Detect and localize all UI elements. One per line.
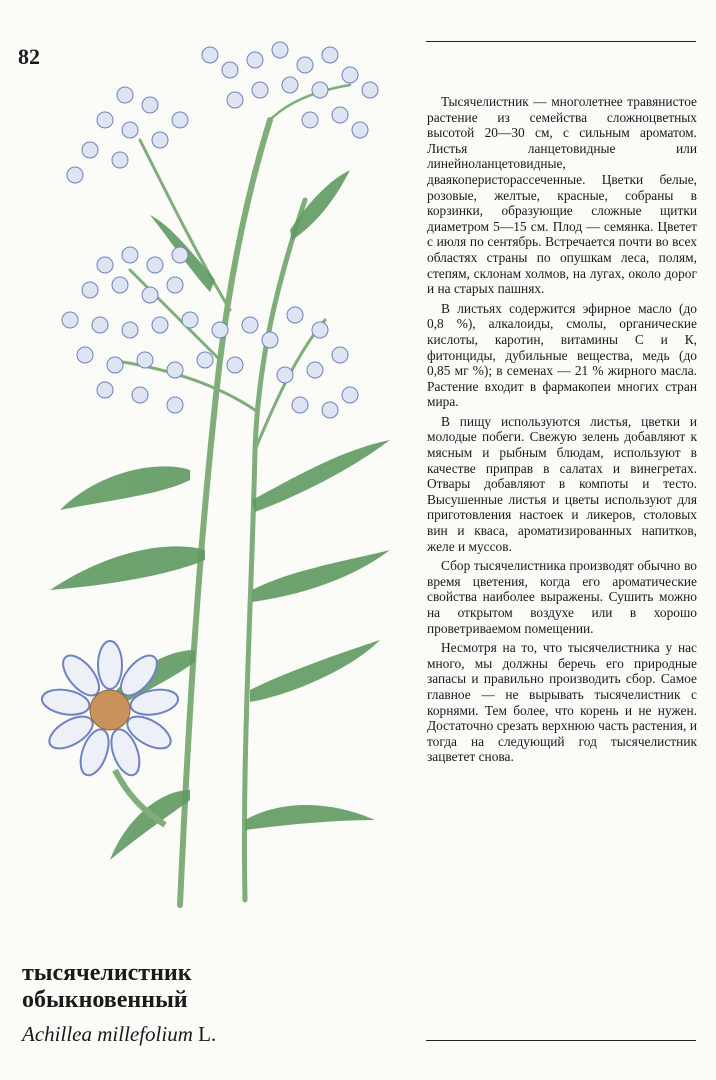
top-rule [426,41,696,42]
paragraph: В листьях содержится эфирное масло (до 0,8 %), алкалоиды, смолы, органические кислоты, каротин, витамины С и К, фитонциды, дубильные вещества, медь (до 0,85 мг %); в семенах — 21 % жирного масла. Растение входит в фармакопеи многих стран мира. [427,300,697,410]
paragraph: Тысячелистник — многолетнее травянистое растение из семейства сложноцветных высотой 20—30 см, с сильным ароматом. Листья ланцетовидные или линейноланцетовидные, дваякоперисторассеченные. Цветки белые, розовые, желтые, красные, собраны в корзинки, образующие сложные щитки диаметром 5—15 см. Плод — семянка. Цветет с июля по сентябрь. Встречается почти во всех областях страны по опушкам леса, полям, степям, склонам холмов, на лугах, около дорог и на старых пашнях. [427,94,697,297]
leaf [252,440,390,512]
yarrow-illustration [30,30,410,910]
paragraph: Несмотря на то, что тысячелистника у нас много, мы должны беречь его природные запасы и правильно производить сбор. Самое главное — не вырывать тысячелистник с корнями. Тем более, что корень и не нужен. Достаточно срезать верхнюю часть растения, и тогда на следующий год тысячелистник зацветет снова. [427,640,697,765]
leaf [245,805,375,830]
bottom-rule [426,1040,696,1041]
plant-title-line2: обыкновенный [22,987,188,1013]
latin-species: millefolium [97,1022,193,1046]
paragraph: В пищу используются листья, цветки и молодые побеги. Свежую зелень добавляют к мясным и рыбным блюдам, используют в качестве приправ в салатах и винегретах. Отвары добавляют в компоты и тесто. Высушенные листья и цветы используют для приготовления настоек и ликеров, столовых вин и кваса, ароматизированных напитков, желе и муссов. [427,413,697,554]
page-number: 82 [18,44,40,69]
paragraph: Сбор тысячелистника производят обычно во время цветения, когда его ароматические свойства наиболее выражены. Сушить можно на открытом воздухе или в хорошо проветриваемом помещении. [427,558,697,636]
plant-title [22,960,192,1014]
main-stem [180,120,270,905]
leaf [110,790,190,860]
flower-cluster-top [67,42,378,183]
article-body [427,94,697,769]
latin-author: L. [198,1022,217,1046]
second-stem [244,200,305,900]
leaf [50,546,205,590]
leaf [290,170,350,240]
leaf [60,466,190,510]
latin-genus: Achillea [22,1022,92,1046]
leaf [250,640,380,702]
plant-title-line1: тысячелистник [22,960,192,986]
leaf [252,550,390,602]
latin-name [22,1022,216,1047]
